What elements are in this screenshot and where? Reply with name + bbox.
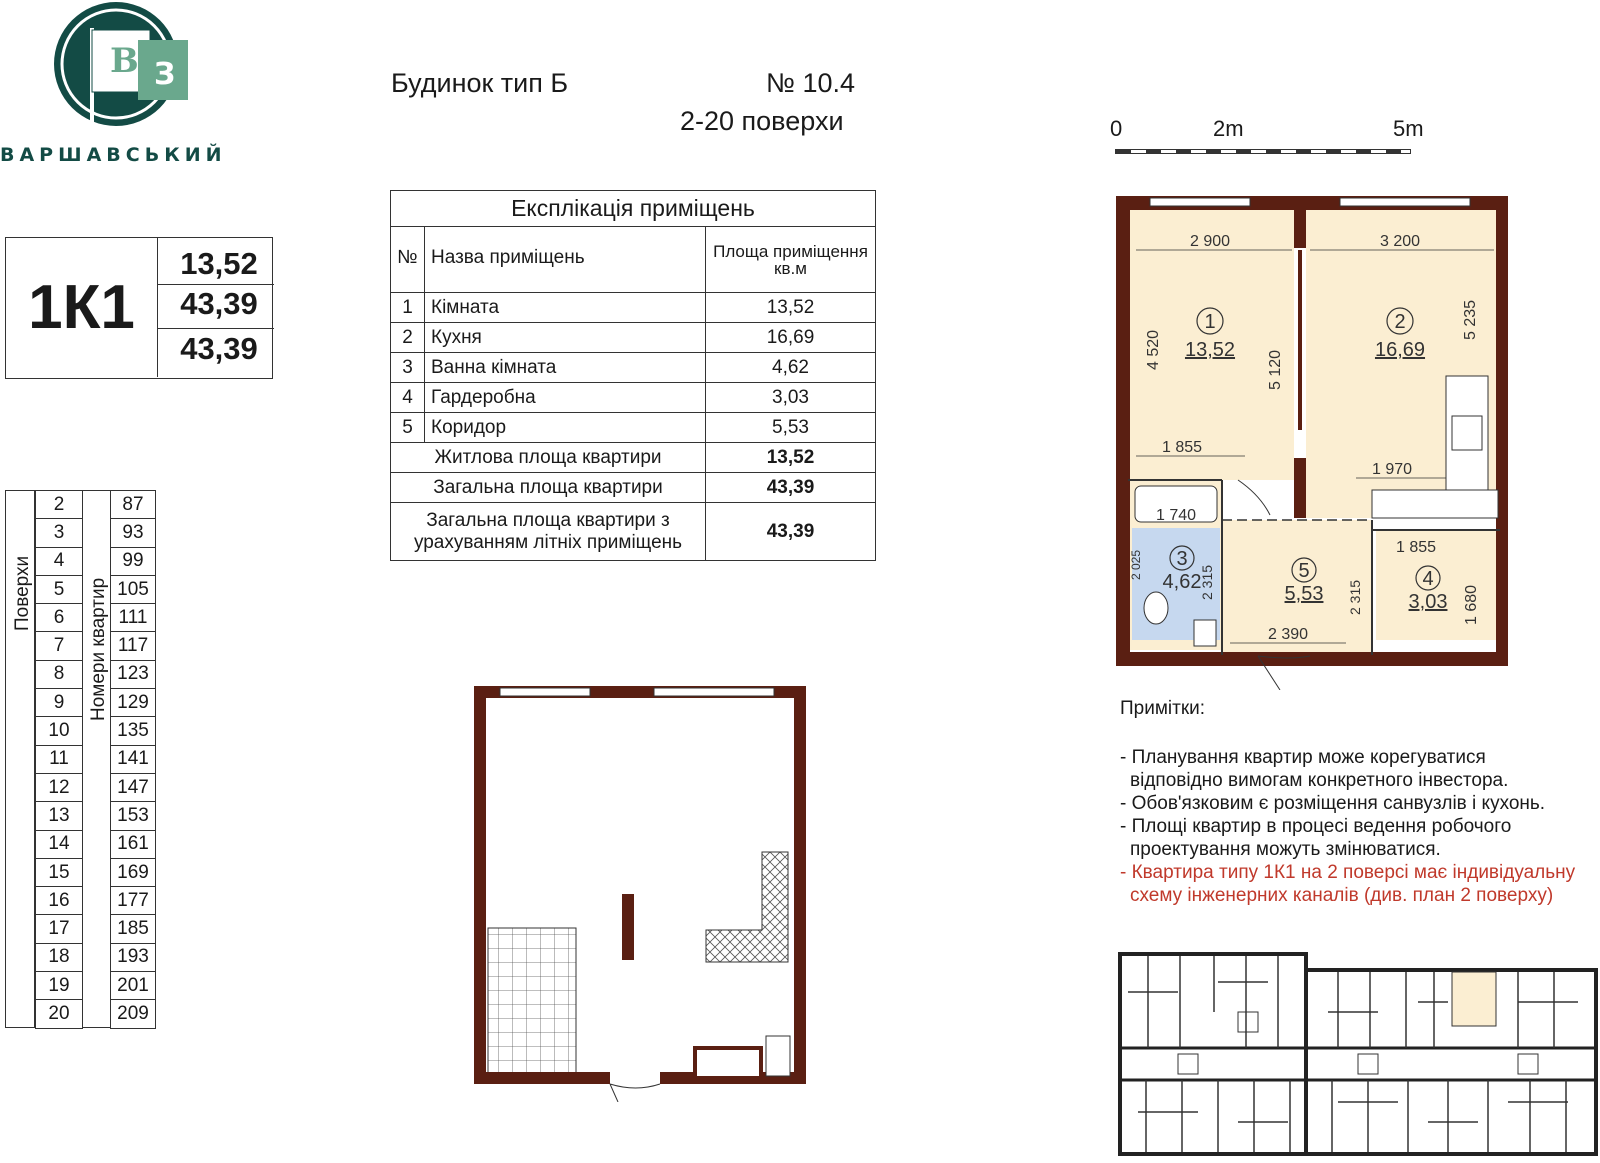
table-row: 2 Кухня 16,69 [391, 323, 876, 353]
apartments-label: Номери квартир [88, 577, 109, 721]
header-num: № [391, 227, 425, 293]
table-row [36, 575, 83, 603]
room-area: 16,69 [1374, 339, 1426, 361]
apartment-number: 177 [111, 887, 156, 915]
note-item [1120, 792, 1600, 815]
floors-column [35, 490, 83, 1029]
table-row [111, 604, 156, 632]
dimension-label: 1 855 [1396, 539, 1437, 556]
floors-label: Поверхи [12, 555, 33, 631]
explication-table [390, 190, 876, 561]
table-row [111, 575, 156, 603]
table-row [36, 660, 83, 688]
dimension-label: 1 970 [1372, 461, 1413, 478]
dimension-label: 2 025 [1129, 549, 1143, 580]
note-item [1120, 746, 1600, 792]
table-row [111, 887, 156, 915]
total-row: Загальна площа квартири 43,39 [391, 473, 876, 503]
header-name: Назва приміщень [425, 227, 706, 293]
table-row [111, 717, 156, 745]
floor-number: 17 [36, 915, 83, 943]
room-number: 1 [1204, 311, 1216, 333]
apartments-column [110, 490, 156, 1029]
table-row [111, 547, 156, 575]
key-plan [1118, 952, 1598, 1156]
brand-logo [0, 0, 240, 175]
table-row [36, 689, 83, 717]
table-row [36, 604, 83, 632]
dimension-label: 1 855 [1162, 439, 1203, 456]
apartment-number: 169 [111, 858, 156, 886]
table-row [111, 915, 156, 943]
flat-summary-box [5, 237, 273, 379]
apartment-number: 93 [111, 519, 156, 547]
table-row [36, 632, 83, 660]
floor-plan-empty [470, 682, 810, 1102]
table-row: 3 Ванна кімната 4,62 [391, 353, 876, 383]
table-row [111, 745, 156, 773]
table-row [36, 915, 83, 943]
table-row [111, 972, 156, 1000]
table-row: 1 Кімната 13,52 [391, 293, 876, 323]
table-row [111, 491, 156, 519]
room-number: 3 [1176, 548, 1188, 570]
table-row: 5 Коридор 5,53 [391, 413, 876, 443]
table-row [36, 858, 83, 886]
room-area: 4,62 [1162, 571, 1202, 593]
dimension-label: 5 235 [1462, 299, 1479, 340]
floor-number: 11 [36, 745, 83, 773]
dimension-label: 2 315 [1199, 564, 1215, 600]
table-row [36, 773, 83, 801]
apartments-label-cell [82, 490, 110, 1028]
floor-number: 6 [36, 604, 83, 632]
svg-text:В: В [110, 41, 139, 81]
scale-label: 5m [1393, 116, 1424, 141]
floor-number: 15 [36, 858, 83, 886]
scale-bar [1110, 114, 1424, 158]
room-number: 2 [1394, 311, 1406, 333]
dimension-label: 2 900 [1190, 233, 1231, 250]
floor-number: 3 [36, 519, 83, 547]
table-row [111, 689, 156, 717]
note-line: - Квартира типу 1К1 на 2 поверсі має індивідуальну [1120, 862, 1576, 883]
table-row [36, 830, 83, 858]
floor-number: 14 [36, 830, 83, 858]
plan-number: № 10.4 [766, 68, 856, 98]
floor-number: 16 [36, 887, 83, 915]
apartment-number: 201 [111, 972, 156, 1000]
table-row [36, 491, 83, 519]
note-line: - Обов'язковим є розміщення санвузлів і кухонь. [1120, 793, 1546, 814]
table-row [36, 519, 83, 547]
table-row [36, 745, 83, 773]
note-line: - Планування квартир може корегуватися [1120, 747, 1486, 768]
floor-number: 9 [36, 689, 83, 717]
table-row [111, 943, 156, 971]
table-row [111, 773, 156, 801]
svg-text:З: З [154, 57, 176, 92]
room-area: 3,03 [1408, 591, 1448, 613]
room-area: 13,52 [1184, 339, 1236, 361]
apartment-number: 147 [111, 773, 156, 801]
floor-number: 12 [36, 773, 83, 801]
apartment-number: 117 [111, 632, 156, 660]
living-area-value: 13,52 [180, 246, 258, 281]
apartment-number: 161 [111, 830, 156, 858]
logo-emblem-icon [0, 0, 240, 140]
floor-number: 13 [36, 802, 83, 830]
table-row [111, 632, 156, 660]
apartment-number: 135 [111, 717, 156, 745]
floor-number: 4 [36, 547, 83, 575]
floor-number: 18 [36, 943, 83, 971]
dimension-label: 1 740 [1156, 507, 1197, 524]
apartment-number: 185 [111, 915, 156, 943]
apartment-number: 141 [111, 745, 156, 773]
table-row [111, 1000, 156, 1028]
floor-number: 5 [36, 575, 83, 603]
table-row [111, 802, 156, 830]
header-area: Площа приміщення кв.м [706, 227, 876, 293]
table-row [36, 547, 83, 575]
floor-number: 7 [36, 632, 83, 660]
apartment-number: 105 [111, 575, 156, 603]
table-row [111, 858, 156, 886]
dimension-label: 4 520 [1145, 329, 1162, 370]
table-row [36, 943, 83, 971]
floor-number: 2 [36, 491, 83, 519]
dimension-label: 2 315 [1347, 579, 1363, 615]
table-row [111, 519, 156, 547]
apartment-number: 99 [111, 547, 156, 575]
note-item [1120, 815, 1600, 861]
flat-code: 1К1 [6, 238, 158, 377]
floor-number: 8 [36, 660, 83, 688]
floor-plan-furnished [1110, 190, 1520, 690]
table-row: 4 Гардеробна 3,03 [391, 383, 876, 413]
table-row [36, 972, 83, 1000]
note-line: відповідно вимогам конкретного інвестора. [1130, 770, 1509, 791]
table-row [36, 1000, 83, 1028]
table-row [36, 802, 83, 830]
dimension-label: 1 680 [1463, 584, 1480, 625]
table-row [36, 717, 83, 745]
room-area: 5,53 [1284, 583, 1324, 605]
apartment-number: 153 [111, 802, 156, 830]
floors-label-cell [5, 490, 35, 1028]
floor-number: 20 [36, 1000, 83, 1028]
table-row [111, 660, 156, 688]
floor-number: 19 [36, 972, 83, 1000]
total-area-value: 43,39 [180, 286, 258, 321]
apartment-number: 111 [111, 604, 156, 632]
house-type: Будинок тип Б [391, 68, 569, 98]
room-number: 5 [1298, 560, 1310, 582]
note-line: схему інженерних каналів (див. план 2 поверху) [1130, 885, 1554, 906]
floors-range: 2-20 поверхи [680, 106, 844, 136]
dimension-label: 2 390 [1268, 626, 1309, 643]
brand-name: ВАРШАВСЬКИЙ [0, 144, 227, 166]
total-summer-area-value: 43,39 [180, 331, 258, 366]
scale-label: 2m [1213, 116, 1244, 141]
apartment-number: 193 [111, 943, 156, 971]
apartment-number: 123 [111, 660, 156, 688]
apartment-number: 87 [111, 491, 156, 519]
note-line: проектування можуть змінюватися. [1130, 839, 1441, 860]
note-line: - Площі квартир в процесі ведення робочого [1120, 816, 1512, 837]
floor-number: 10 [36, 717, 83, 745]
apartment-number: 209 [111, 1000, 156, 1028]
scale-label: 0 [1110, 116, 1123, 141]
total-row: Житлова площа квартири 13,52 [391, 443, 876, 473]
note-item [1120, 861, 1600, 907]
apartment-number: 129 [111, 689, 156, 717]
notes-title: Примітки: [1120, 698, 1206, 719]
room-number: 4 [1422, 568, 1434, 590]
notes-section [1120, 697, 1600, 907]
table-row [111, 830, 156, 858]
dimension-label: 5 120 [1267, 349, 1284, 390]
dimension-label: 3 200 [1380, 233, 1421, 250]
table-row [36, 887, 83, 915]
total-row: Загальна площа квартири з урахуванням літніх приміщень 43,39 [391, 503, 876, 561]
explication-title: Експлікація приміщень [391, 191, 876, 227]
